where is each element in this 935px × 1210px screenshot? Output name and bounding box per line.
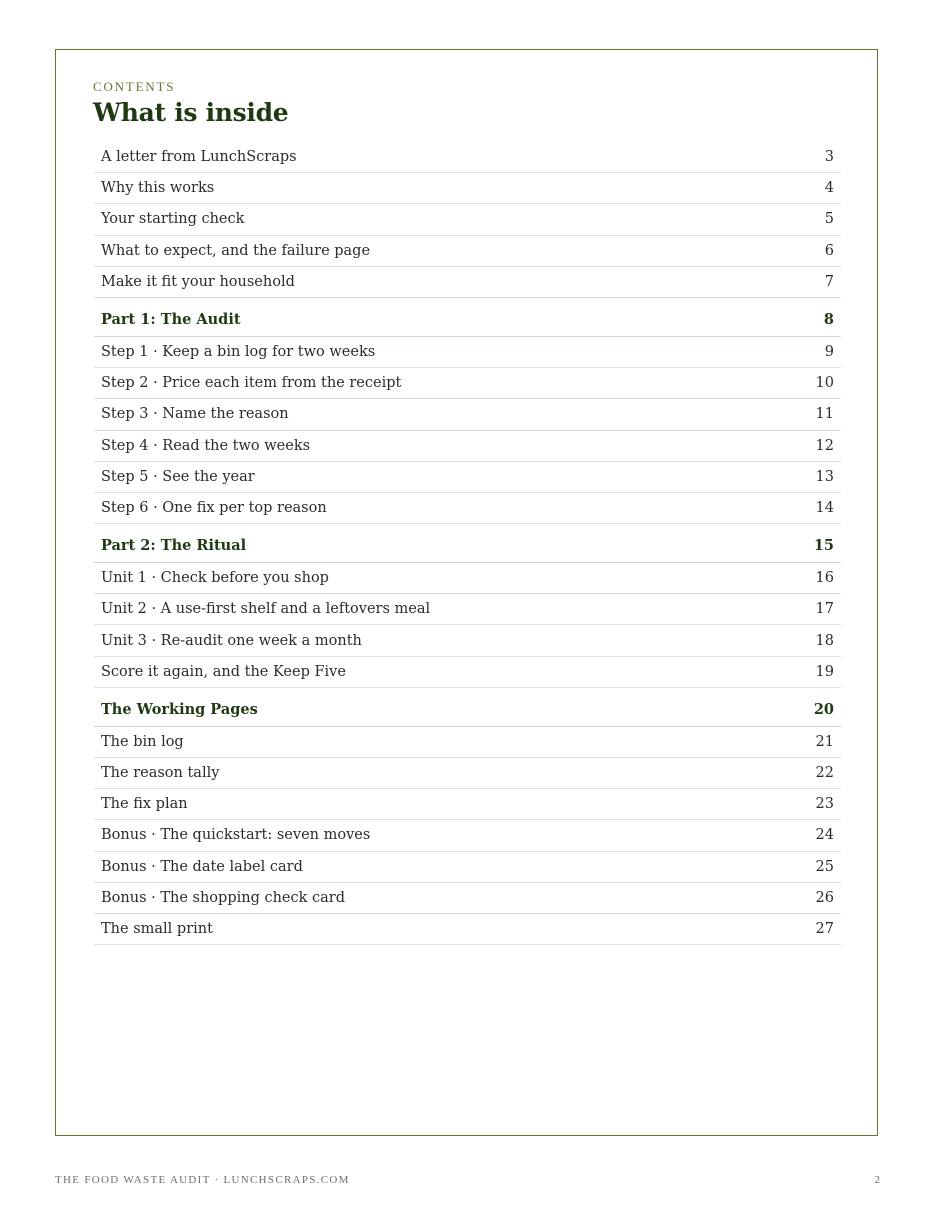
toc-entry-page: 3	[824, 149, 834, 166]
toc-entry-page: 11	[815, 406, 834, 423]
toc-entry[interactable]	[94, 820, 841, 851]
toc-entry[interactable]	[94, 914, 841, 945]
toc-entry[interactable]	[94, 337, 841, 368]
toc-entry-page: 23	[815, 796, 834, 813]
toc-entry-page: 9	[824, 344, 834, 361]
toc-entry-page: 5	[824, 211, 834, 228]
table-of-contents	[94, 142, 841, 945]
toc-entry-page: 13	[815, 468, 834, 485]
toc-entry[interactable]	[94, 727, 841, 758]
toc-entry[interactable]	[94, 657, 841, 688]
toc-entry[interactable]	[94, 236, 841, 267]
toc-entry-page: 10	[815, 375, 834, 392]
toc-entry[interactable]	[94, 204, 841, 235]
toc-entry[interactable]	[94, 758, 841, 789]
toc-entry-title: Make it fit your household	[101, 273, 295, 290]
toc-entry-title: Step 1 · Keep a bin log for two weeks	[101, 344, 376, 361]
toc-entry[interactable]	[94, 267, 841, 298]
toc-entry[interactable]	[94, 625, 841, 656]
toc-entry-title: Unit 3 · Re-audit one week a month	[101, 632, 362, 649]
footer-running-title: THE FOOD WASTE AUDIT · LUNCHSCRAPS.COM	[55, 1174, 350, 1186]
toc-entry-page: 12	[815, 437, 834, 454]
toc-entry-title: Unit 2 · A use-first shelf and a leftovers meal	[101, 601, 431, 618]
toc-entry-title: Part 1: The Audit	[101, 310, 241, 328]
toc-entry-page: 26	[815, 889, 834, 906]
toc-entry-page: 27	[815, 921, 834, 938]
toc-entry-page: 18	[815, 632, 834, 649]
toc-entry-title: What to expect, and the failure page	[101, 242, 371, 259]
toc-entry-title: Why this works	[101, 180, 215, 197]
toc-entry-title: Step 5 · See the year	[101, 468, 255, 485]
toc-entry[interactable]	[94, 852, 841, 883]
toc-entry-title: Bonus · The quickstart: seven moves	[101, 827, 371, 844]
toc-part-heading[interactable]	[94, 688, 841, 727]
toc-entry-title: Unit 1 · Check before you shop	[101, 570, 329, 587]
toc-entry-title: Step 2 · Price each item from the receipt	[101, 375, 402, 392]
toc-entry-page: 21	[815, 733, 834, 750]
toc-entry[interactable]	[94, 462, 841, 493]
toc-entry[interactable]	[94, 594, 841, 625]
toc-part-heading[interactable]	[94, 298, 841, 337]
toc-entry-page: 20	[813, 700, 834, 718]
toc-part-heading[interactable]	[94, 524, 841, 563]
toc-entry-title: Step 6 · One fix per top reason	[101, 499, 327, 516]
toc-entry-title: Your starting check	[101, 211, 245, 228]
toc-entry[interactable]	[94, 142, 841, 173]
toc-entry-page: 14	[815, 499, 834, 516]
page-title: What is inside	[93, 98, 289, 127]
toc-entry-title: Step 3 · Name the reason	[101, 406, 289, 423]
toc-entry-title: Score it again, and the Keep Five	[101, 663, 346, 680]
toc-entry-title: The bin log	[101, 733, 184, 750]
toc-entry-title: The fix plan	[101, 796, 188, 813]
section-eyebrow: CONTENTS	[93, 79, 176, 94]
toc-entry[interactable]	[94, 399, 841, 430]
toc-entry-title: Step 4 · Read the two weeks	[101, 437, 311, 454]
toc-entry-page: 4	[824, 180, 834, 197]
toc-entry[interactable]	[94, 493, 841, 524]
toc-entry-title: The reason tally	[101, 765, 220, 782]
toc-entry-page: 17	[815, 601, 834, 618]
toc-entry[interactable]	[94, 173, 841, 204]
toc-entry-page: 25	[815, 858, 834, 875]
toc-entry-title: Part 2: The Ritual	[101, 537, 247, 555]
toc-entry-title: A letter from LunchScraps	[101, 149, 297, 166]
toc-entry-page: 24	[815, 827, 834, 844]
toc-entry-title: Bonus · The shopping check card	[101, 889, 346, 906]
toc-entry[interactable]	[94, 368, 841, 399]
toc-entry[interactable]	[94, 789, 841, 820]
toc-entry-page: 15	[813, 537, 834, 555]
footer-page-number: 2	[874, 1174, 880, 1186]
toc-entry-page: 7	[824, 273, 834, 290]
toc-entry[interactable]	[94, 431, 841, 462]
toc-entry-title: Bonus · The date label card	[101, 858, 303, 875]
toc-entry-page: 6	[824, 242, 834, 259]
toc-entry-page: 19	[815, 663, 834, 680]
toc-entry-title: The small print	[101, 921, 213, 938]
toc-entry-title: The Working Pages	[101, 700, 258, 718]
toc-entry-page: 8	[823, 310, 834, 328]
toc-entry[interactable]	[94, 563, 841, 594]
toc-entry-page: 22	[815, 765, 834, 782]
toc-entry[interactable]	[94, 883, 841, 914]
toc-entry-page: 16	[815, 570, 834, 587]
